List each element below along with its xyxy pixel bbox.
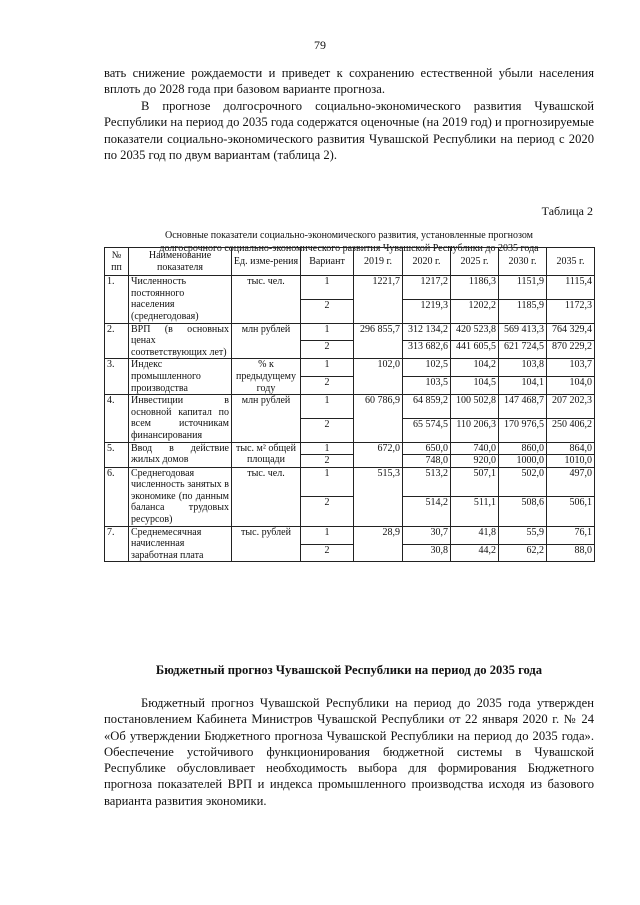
value-2030: 860,0 xyxy=(499,442,547,455)
value-2030: 508,6 xyxy=(499,497,547,526)
value-2035: 864,0 xyxy=(547,442,595,455)
indicator-name: Индекс промышленного производства xyxy=(129,359,232,395)
value-2030: 170 976,5 xyxy=(499,418,547,442)
value-2035: 506,1 xyxy=(547,497,595,526)
value-2030: 104,1 xyxy=(499,377,547,395)
value-2025: 100 502,8 xyxy=(451,395,499,419)
value-2020: 748,0 xyxy=(403,455,451,468)
variant-cell: 2 xyxy=(301,299,354,323)
table-row xyxy=(105,467,595,496)
variant-cell: 1 xyxy=(301,467,354,496)
value-2025: 41,8 xyxy=(451,526,499,544)
value-2035: 88,0 xyxy=(547,544,595,562)
value-2035: 103,7 xyxy=(547,359,595,377)
indicator-name: Среднегодовая численность занятых в экономике (по данным баланса трудовых ресурсов) xyxy=(129,467,232,526)
table-header-row xyxy=(105,248,595,276)
value-2030: 55,9 xyxy=(499,526,547,544)
value-2025: 740,0 xyxy=(451,442,499,455)
row-number: 5. xyxy=(105,442,129,467)
value-2025: 420 523,8 xyxy=(451,323,499,341)
row-number: 3. xyxy=(105,359,129,395)
indicator-name: Численность постоянного населения (среднегодовая) xyxy=(129,276,232,323)
header-2030: 2030 г. xyxy=(499,248,547,276)
value-2030: 1185,9 xyxy=(499,299,547,323)
value-2025: 441 605,5 xyxy=(451,341,499,359)
paragraph-intro: вать снижение рождаемости и приведет к сохранению естественной убыли населения вплоть до 2028 года при базовом варианте прогноза. xyxy=(104,66,594,97)
row-number: 6. xyxy=(105,467,129,526)
value-2020: 1217,2 xyxy=(403,276,451,300)
unit-cell: % к предыдущему году xyxy=(232,359,301,395)
value-2020: 64 859,2 xyxy=(403,395,451,419)
value-2019: 28,9 xyxy=(354,526,403,562)
value-2030: 1151,9 xyxy=(499,276,547,300)
value-2020: 102,5 xyxy=(403,359,451,377)
variant-cell: 2 xyxy=(301,455,354,468)
section-heading: Бюджетный прогноз Чувашской Республики на период до 2035 года xyxy=(155,663,543,677)
value-2035: 104,0 xyxy=(547,377,595,395)
value-2030: 62,2 xyxy=(499,544,547,562)
header-2019: 2019 г. xyxy=(354,248,403,276)
header-unit: Ед. изме-рения xyxy=(232,248,301,276)
indicator-name: Инвестиции в основной капитал по всем источникам финансирования xyxy=(129,395,232,442)
page-number: 79 xyxy=(314,38,326,52)
table-caption-line: Основные показатели социально-экономического развития, установленные прогнозом xyxy=(165,230,533,241)
value-2030: 502,0 xyxy=(499,467,547,496)
variant-cell: 1 xyxy=(301,395,354,419)
table-label: Таблица 2 xyxy=(541,204,593,218)
variant-cell: 1 xyxy=(301,359,354,377)
value-2020: 313 682,6 xyxy=(403,341,451,359)
header-variant: Вариант xyxy=(301,248,354,276)
variant-cell: 1 xyxy=(301,526,354,544)
variant-cell: 2 xyxy=(301,341,354,359)
header-2020: 2020 г. xyxy=(403,248,451,276)
header-name: Наименование показателя xyxy=(129,248,232,276)
value-2019: 515,3 xyxy=(354,467,403,526)
row-number: 2. xyxy=(105,323,129,359)
table-caption-line: долгосрочного социально-экономического развития Чувашской Республики до 2035 года xyxy=(159,242,539,254)
value-2025: 511,1 xyxy=(451,497,499,526)
value-2035: 1172,3 xyxy=(547,299,595,323)
header-2025: 2025 г. xyxy=(451,248,499,276)
value-2030: 147 468,7 xyxy=(499,395,547,419)
table-row xyxy=(105,276,595,300)
value-2035: 1115,4 xyxy=(547,276,595,300)
table-row xyxy=(105,442,595,455)
variant-cell: 2 xyxy=(301,497,354,526)
value-2020: 650,0 xyxy=(403,442,451,455)
value-2035: 76,1 xyxy=(547,526,595,544)
paragraph-budget: Бюджетный прогноз Чувашской Республики на период до 2035 года утвержден постановлением Кабинета Министров Чувашской Республики от 22 января 2020 г. № 24 «Об утверждении Бюджетного прогноза Чувашской Республики на период до 2035 года». Обеспечение устойчивого функционирования бюджетной системы в Чувашской Республике обусловливает необходимость выбора для формирования Бюджетного прогноза показателей ВРП и индекса промышленного производства исходя из базового варианта развития экономики. xyxy=(104,696,594,808)
value-2019: 60 786,9 xyxy=(354,395,403,442)
value-2025: 920,0 xyxy=(451,455,499,468)
value-2035: 497,0 xyxy=(547,467,595,496)
header-no: № пп xyxy=(105,248,129,276)
value-2030: 621 724,5 xyxy=(499,341,547,359)
indicator-name: Среднемесячная начисленная заработная плата xyxy=(129,526,232,562)
value-2035: 1010,0 xyxy=(547,455,595,468)
variant-cell: 2 xyxy=(301,544,354,562)
unit-cell: тыс. чел. xyxy=(232,276,301,323)
value-2020: 1219,3 xyxy=(403,299,451,323)
table-row xyxy=(105,323,595,341)
paragraph-forecast: В прогнозе долгосрочного социально-экономического развития Чувашской Республики на период до 2035 года содержатся оценочные (на 2019 год) и прогнозируемые показатели социально-экономического развития Чувашской Республики на период с 2020 по 2035 год по двум вариантам (таблица 2). xyxy=(104,99,594,162)
variant-cell: 2 xyxy=(301,418,354,442)
indicator-name: ВРП (в основных ценах соответствующих лет) xyxy=(129,323,232,359)
value-2020: 513,2 xyxy=(403,467,451,496)
unit-cell: млн рублей xyxy=(232,323,301,359)
value-2020: 30,7 xyxy=(403,526,451,544)
value-2035: 870 229,2 xyxy=(547,341,595,359)
value-2020: 65 574,5 xyxy=(403,418,451,442)
value-2035: 207 202,3 xyxy=(547,395,595,419)
unit-cell: тыс. м² общей площади xyxy=(232,442,301,467)
indicator-name: Ввод в действие жилых домов xyxy=(129,442,232,467)
indicators-table xyxy=(104,247,595,562)
value-2025: 104,5 xyxy=(451,377,499,395)
value-2019: 672,0 xyxy=(354,442,403,467)
value-2025: 44,2 xyxy=(451,544,499,562)
value-2030: 569 413,3 xyxy=(499,323,547,341)
value-2025: 104,2 xyxy=(451,359,499,377)
value-2019: 102,0 xyxy=(354,359,403,395)
unit-cell: тыс. рублей xyxy=(232,526,301,562)
value-2025: 1202,2 xyxy=(451,299,499,323)
value-2019: 1221,7 xyxy=(354,276,403,323)
variant-cell: 1 xyxy=(301,276,354,300)
value-2030: 103,8 xyxy=(499,359,547,377)
value-2035: 764 329,4 xyxy=(547,323,595,341)
value-2025: 507,1 xyxy=(451,467,499,496)
value-2030: 1000,0 xyxy=(499,455,547,468)
value-2020: 30,8 xyxy=(403,544,451,562)
unit-cell: тыс. чел. xyxy=(232,467,301,526)
value-2020: 312 134,2 xyxy=(403,323,451,341)
variant-cell: 2 xyxy=(301,377,354,395)
variant-cell: 1 xyxy=(301,323,354,341)
table-body xyxy=(105,276,595,562)
value-2020: 514,2 xyxy=(403,497,451,526)
variant-cell: 1 xyxy=(301,442,354,455)
table-row xyxy=(105,526,595,544)
header-2035: 2035 г. xyxy=(547,248,595,276)
table-row xyxy=(105,395,595,419)
value-2019: 296 855,7 xyxy=(354,323,403,359)
table-row xyxy=(105,359,595,377)
value-2035: 250 406,2 xyxy=(547,418,595,442)
value-2025: 1186,3 xyxy=(451,276,499,300)
row-number: 4. xyxy=(105,395,129,442)
row-number: 1. xyxy=(105,276,129,323)
unit-cell: млн рублей xyxy=(232,395,301,442)
row-number: 7. xyxy=(105,526,129,562)
value-2020: 103,5 xyxy=(403,377,451,395)
value-2025: 110 206,3 xyxy=(451,418,499,442)
